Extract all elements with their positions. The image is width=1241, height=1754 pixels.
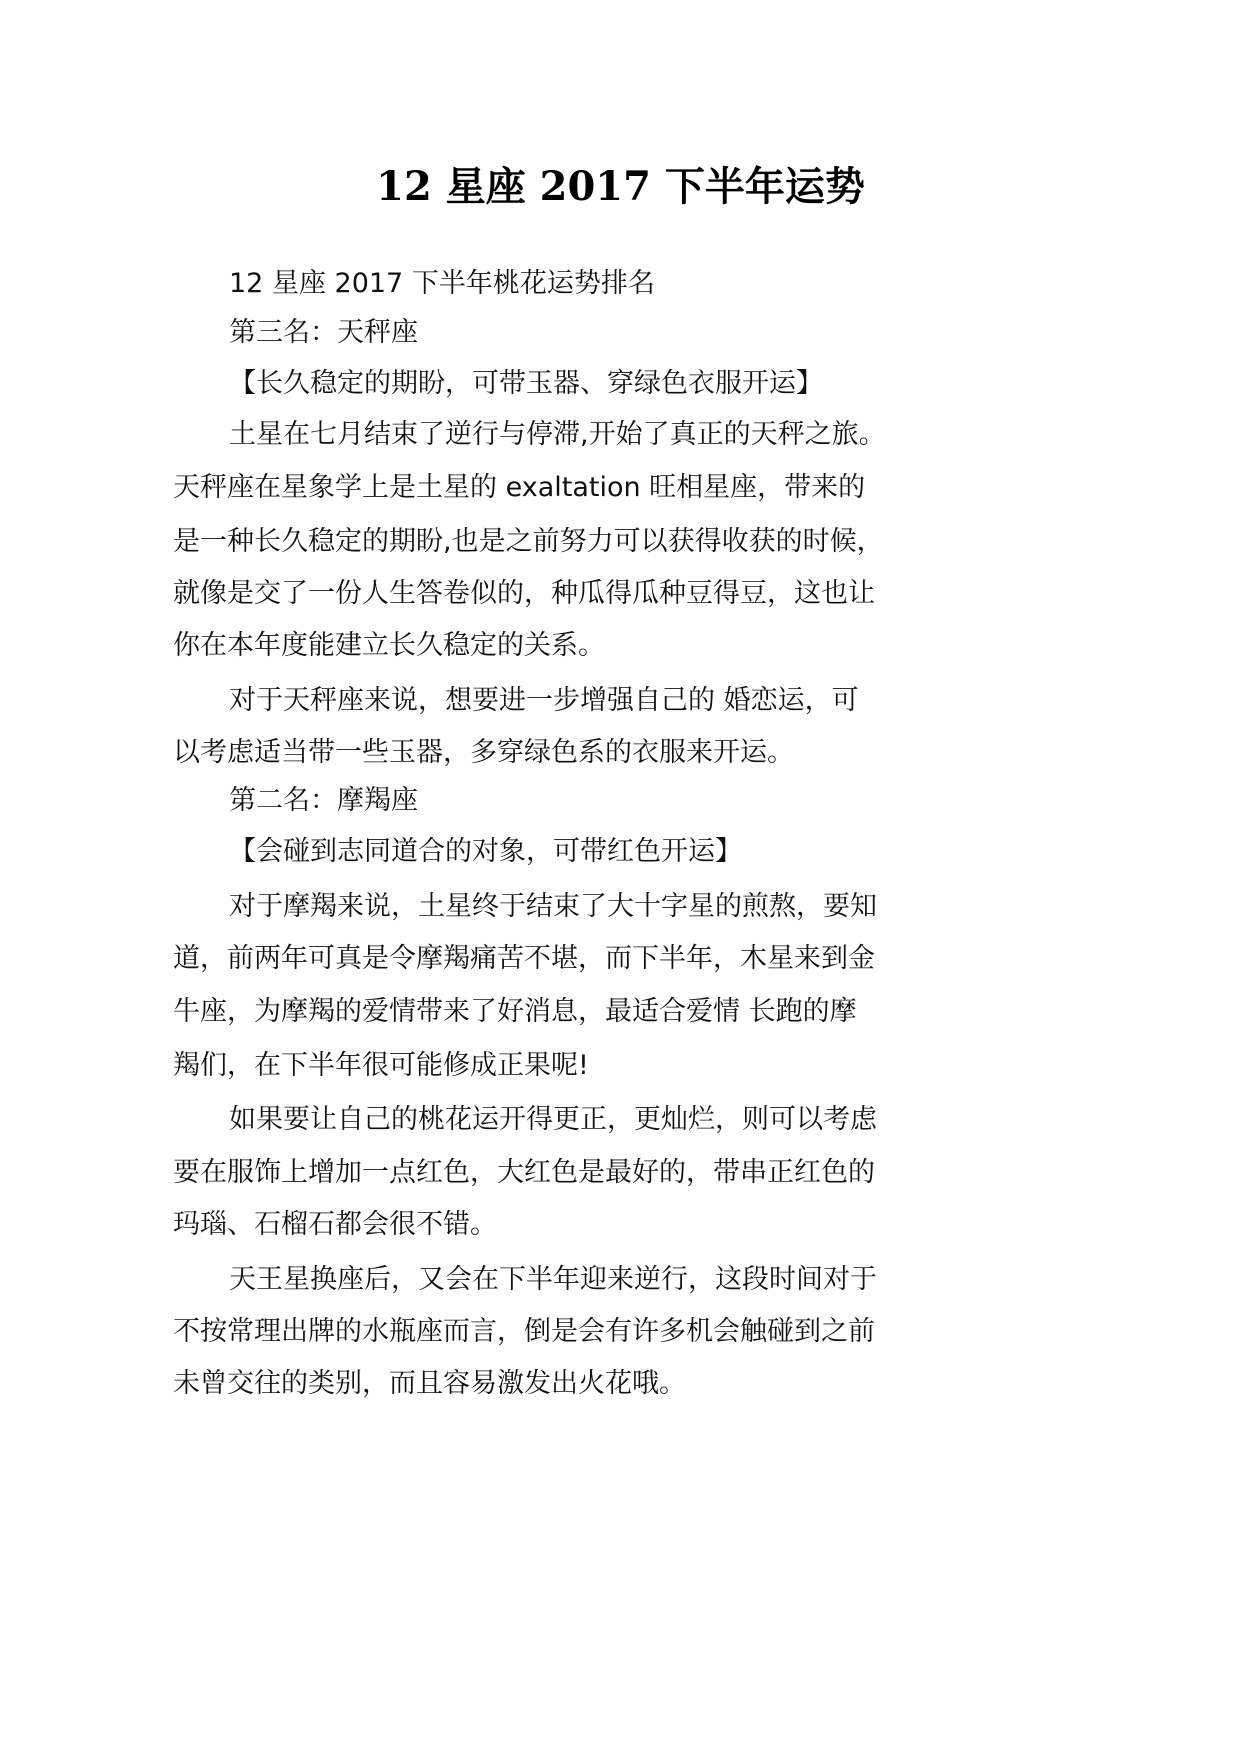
- paragraph-line: 天王星换座后，又会在下半年迎来逆行，这段时间对于: [229, 1264, 877, 1295]
- paragraph-line: 不按常理出牌的水瓶座而言，倒是会有许多机会触碰到之前: [173, 1316, 875, 1347]
- paragraph-line: 如果要让自己的桃花运开得更正，更灿烂，则可以考虑: [229, 1104, 877, 1135]
- paragraph-line: 对于摩羯来说，土星终于结束了大十字星的煎熬，要知: [229, 891, 877, 922]
- paragraph-line: 牛座，为摩羯的爱情带来了好消息，最适合爱情 长跑的摩: [173, 996, 857, 1027]
- paragraph-line: 天秤座在星象学上是土星的 exaltation 旺相星座，带来的: [173, 472, 866, 503]
- paragraph-line: 第二名：摩羯座: [229, 785, 418, 816]
- paragraph-line: 土星在七月结束了逆行与停滞,开始了真正的天秤之旅。: [229, 419, 886, 450]
- paragraph-line: 要在服饰上增加一点红色，大红色是最好的，带串正红色的: [173, 1157, 875, 1188]
- paragraph-line: 你在本年度能建立长久稳定的关系。: [173, 630, 605, 661]
- paragraph-line: 12 星座 2017 下半年桃花运势排名: [229, 268, 655, 299]
- paragraph-line: 道，前两年可真是令摩羯痛苦不堪，而下半年，木星来到金: [173, 943, 875, 974]
- paragraph-line: 第三名：天秤座: [229, 317, 418, 348]
- document-title: 12 星座 2017 下半年运势: [376, 163, 865, 210]
- paragraph-line: 【会碰到志同道合的对象，可带红色开运】: [229, 836, 742, 867]
- paragraph-line: 是一种长久稳定的期盼,也是之前努力可以获得收获的时候，: [173, 526, 884, 557]
- paragraph-line: 以考虑适当带一些玉器，多穿绿色系的衣服来开运。: [173, 737, 794, 768]
- paragraph-line: 就像是交了一份人生答卷似的，种瓜得瓜种豆得豆，这也让: [173, 578, 875, 609]
- paragraph-line: 玛瑙、石榴石都会很不错。: [173, 1209, 497, 1240]
- paragraph-line: 对于天秤座来说，想要进一步增强自己的 婚恋运，可: [229, 685, 859, 716]
- paragraph-line: 【长久稳定的期盼，可带玉器、穿绿色衣服开运】: [229, 368, 823, 399]
- paragraph-line: 未曾交往的类别，而且容易激发出火花哦。: [173, 1368, 686, 1399]
- paragraph-line: 羯们，在下半年很可能修成正果呢!: [173, 1050, 589, 1081]
